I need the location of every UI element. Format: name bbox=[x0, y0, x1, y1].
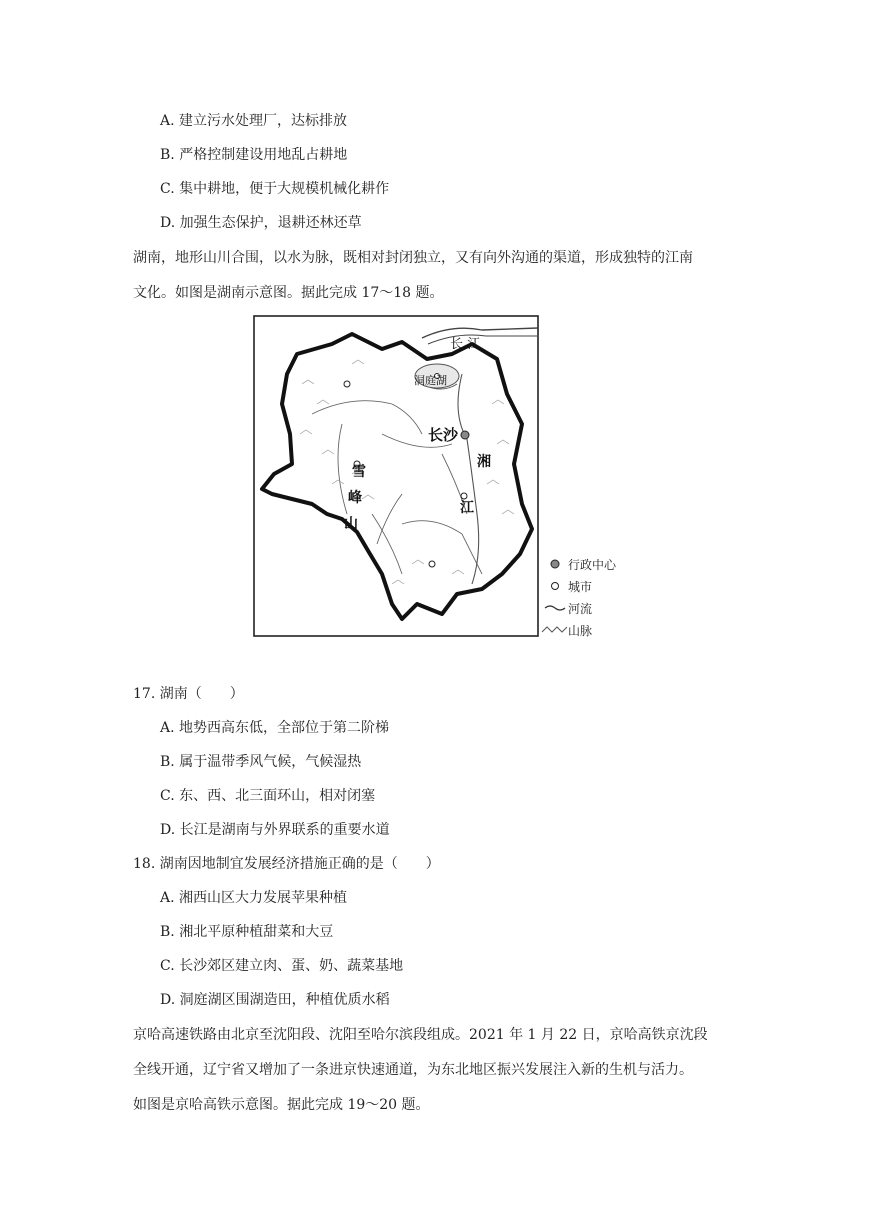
intro-paragraph-line: 如图是京哈高铁示意图。据此完成 19～20 题。 bbox=[133, 1097, 430, 1113]
mountain-icon bbox=[542, 627, 567, 632]
option-b: B. 湘北平原种植甜菜和大豆 bbox=[160, 924, 334, 940]
option-c: C. 长沙郊区建立肉、蛋、奶、蔬菜基地 bbox=[160, 958, 404, 974]
legend-label: 山脉 bbox=[568, 624, 593, 638]
option-a: A. 地势西高东低，全部位于第二阶梯 bbox=[160, 720, 390, 736]
label-changsha: 长沙 bbox=[428, 426, 459, 444]
admin-center-icon bbox=[551, 560, 559, 568]
legend-label: 河流 bbox=[568, 602, 593, 616]
option-d: D. 长江是湖南与外界联系的重要水道 bbox=[160, 822, 390, 838]
option-a: A. 建立污水处理厂，达标排放 bbox=[160, 113, 348, 129]
legend-label: 城市 bbox=[568, 580, 593, 594]
map-frame bbox=[254, 316, 538, 636]
map-legend bbox=[542, 557, 617, 638]
changsha-marker bbox=[461, 431, 469, 439]
legend-label: 行政中心 bbox=[568, 558, 617, 572]
intro-paragraph-line: 全线开通，辽宁省又增加了一条进京快速通道，为东北地区振兴发展注入新的生机与活力。 bbox=[133, 1062, 693, 1078]
label-changjiang: 长 江 bbox=[450, 337, 481, 352]
mountain-hatching bbox=[300, 360, 514, 584]
option-d: D. 洞庭湖区围湖造田，种植优质水稻 bbox=[160, 992, 390, 1008]
question-17-stem: 17. 湖南（ ） bbox=[133, 686, 244, 702]
option-c: C. 东、西、北三面环山，相对闭塞 bbox=[160, 788, 376, 804]
option-b: B. 严格控制建设用地乱占耕地 bbox=[160, 147, 348, 163]
province-boundary bbox=[262, 334, 532, 619]
option-d: D. 加强生态保护，退耕还林还草 bbox=[160, 215, 362, 231]
option-c: C. 集中耕地，便于大规模机械化耕作 bbox=[160, 181, 390, 197]
intro-paragraph-line: 京哈高速铁路由北京至沈阳段、沈阳至哈尔滨段组成。2021 年 1 月 22 日，京哈高铁京沈段 bbox=[133, 1027, 708, 1043]
question-18-stem: 18. 湖南因地制宜发展经济措施正确的是（ ） bbox=[133, 856, 440, 872]
intro-paragraph-line: 湖南，地形山川合围，以水为脉，既相对封闭独立，又有向外沟通的渠道，形成独特的江南 bbox=[133, 250, 693, 266]
hunan-map bbox=[252, 314, 642, 648]
river-icon bbox=[545, 606, 565, 610]
option-a: A. 湘西山区大力发展苹果种植 bbox=[160, 890, 348, 906]
label-xuefengshan: 峰 bbox=[348, 490, 362, 506]
label-xiangjiang: 湘 bbox=[477, 454, 491, 470]
option-b: B. 属于温带季风气候，气候湿热 bbox=[160, 754, 362, 770]
label-xuefengshan: 雪 bbox=[352, 464, 366, 480]
intro-paragraph-line: 文化。如图是湖南示意图。据此完成 17～18 题。 bbox=[133, 285, 444, 301]
label-dongtinghu: 洞庭湖 bbox=[414, 374, 447, 387]
label-xuefengshan: 山 bbox=[344, 516, 358, 532]
label-xiangjiang: 江 bbox=[460, 500, 474, 516]
city-icon bbox=[552, 583, 559, 590]
